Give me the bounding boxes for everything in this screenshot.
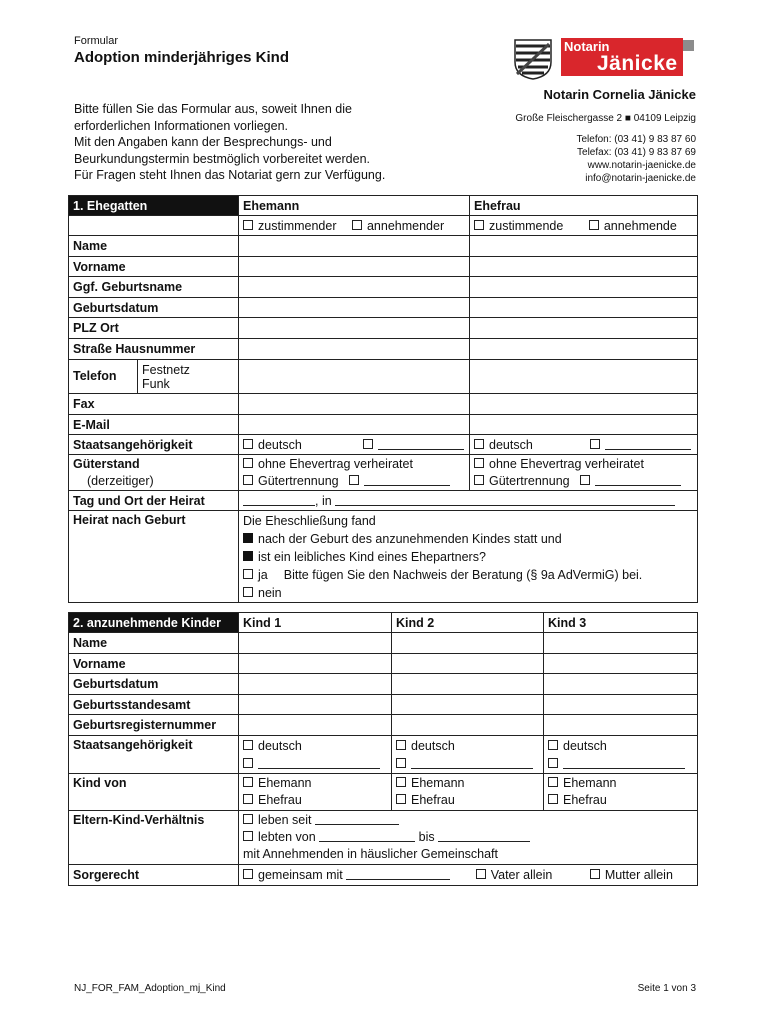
husband-email-field[interactable] [239,415,470,435]
husband-nationality-cell [239,435,470,455]
checkbox[interactable] [243,777,253,787]
wedding-in-text: , in [315,493,332,508]
logo-small-text: Notarin [564,39,610,54]
child3-firstname-field[interactable] [544,654,698,674]
husband-fax-field[interactable] [239,394,470,415]
checkbox[interactable] [548,740,558,750]
col-child-3: Kind 3 [544,613,698,633]
saxony-coat-of-arms-icon [513,38,553,80]
checkbox[interactable] [243,475,253,485]
notary-logo [561,38,683,76]
child2-firstname-field[interactable] [392,654,544,674]
nationality-option: deutsch [258,437,302,452]
relationship-cell [239,811,698,865]
child1-name-field[interactable] [239,633,392,654]
checkbox[interactable] [243,439,253,449]
child-nationality-label: Staatsangehörigkeit [69,736,239,774]
wife-email-field[interactable] [470,415,698,435]
checkbox[interactable] [590,869,600,879]
col-wife: Ehefrau [470,196,698,216]
checkbox[interactable] [349,475,359,485]
checkbox[interactable] [396,758,406,768]
child3-name-field[interactable] [544,633,698,654]
intro-line: Für Fragen steht Ihnen das Notariat gern zur Verfügung. [74,168,386,183]
notary-phone: Telefon: (03 41) 9 83 87 60 [576,134,696,145]
phone-types [137,360,190,393]
checkbox[interactable] [548,794,558,804]
wedding-date-field[interactable] [243,495,315,506]
notary-website[interactable]: www.notarin-jaenicke.de [587,160,696,171]
rel-from-label: lebten von [258,830,316,844]
husband-zip-city-field[interactable] [239,318,470,339]
checkbox[interactable] [243,740,253,750]
intro-line: Mit den Angaben kann der Besprechungs- und [74,135,332,150]
other-nationality-field[interactable] [411,758,533,769]
checkbox[interactable] [243,814,253,824]
child1-registry-number-field[interactable] [239,715,392,736]
col-child-1: Kind 1 [239,613,392,633]
property-sublabel: (derzeitiger) [87,474,154,488]
property-option: ohne Ehevertrag verheiratet [489,457,644,471]
checkbox[interactable] [396,777,406,787]
child2-name-field[interactable] [392,633,544,654]
checkbox[interactable] [476,869,486,879]
wife-fax-field[interactable] [470,394,698,415]
wedding-place-field[interactable] [335,495,675,506]
row-label: Geburtsdatum [69,674,239,695]
husband-firstname-field[interactable] [239,257,470,277]
row-label: Geburtsdatum [69,298,239,318]
custody-label: Sorgerecht [69,865,239,886]
child1-registry-office-field[interactable] [239,695,392,715]
checkbox[interactable] [474,458,484,468]
rel-since-label: leben seit [258,813,312,827]
checkbox[interactable] [243,758,253,768]
child-of-option: Ehefrau [563,793,607,807]
checkbox[interactable] [474,439,484,449]
notary-email[interactable]: info@notarin-jaenicke.de [585,173,696,184]
child3-nationality-cell [544,736,698,774]
checkbox[interactable] [474,220,484,230]
notary-name: Notarin Cornelia Jänicke [543,87,696,102]
child3-birthdate-field[interactable] [544,674,698,695]
custody-mother-label: Mutter allein [604,868,673,882]
checkbox[interactable] [548,777,558,787]
intro-line: Bitte füllen Sie das Formular aus, soweit Ihnen die [74,102,352,116]
adopt-label: annehmende [603,218,677,233]
intro-line: erforderlichen Informationen vorliegen. [74,118,289,133]
child1-of-cell [239,774,392,811]
section1-header: 1. Ehegatten [69,196,239,216]
notary-address: Große Fleischergasse 2 ■ 04109 Leipzig [515,113,696,124]
checkbox[interactable] [243,220,253,230]
checkbox[interactable] [243,458,253,468]
custody-joint-label: gemeinsam mit [258,868,343,882]
checkbox[interactable] [474,475,484,485]
yes-note: Bitte fügen Sie den Nachweis der Beratung (§ 9a AdVermiG) bei. [283,568,643,582]
phone-label: Telefon [73,369,117,383]
custody-cell [239,865,698,886]
husband-street-field[interactable] [239,339,470,360]
phone-mobile-label: Funk [142,377,170,391]
col-husband: Ehemann [239,196,470,216]
other-nationality-field[interactable] [378,439,464,450]
doc-id: NJ_FOR_FAM_Adoption_mj_Kind [74,983,226,994]
bullet-square-icon [243,533,253,543]
checkbox[interactable] [589,220,599,230]
other-property-field[interactable] [364,475,450,486]
checkbox[interactable] [580,475,590,485]
wife-role-cell [470,216,698,236]
child3-registry-office-field[interactable] [544,695,698,715]
husband-name-field[interactable] [239,236,470,257]
row-label: Name [69,633,239,654]
consent-label: zustimmende [489,218,564,233]
email-label: E-Mail [69,415,239,435]
child1-nationality-cell [239,736,392,774]
nationality-option: deutsch [489,437,533,452]
yes-label: ja [258,568,268,582]
child3-of-cell [544,774,698,811]
property-option: ohne Ehevertrag verheiratet [258,457,413,471]
property-label-cell [69,455,239,491]
custody-father-label: Vater allein [490,868,553,882]
adopt-label: annehmender [366,218,445,233]
page-title: Adoption minderjähriges Kind [74,49,290,66]
empty-cell [69,216,239,236]
section2-header: 2. anzunehmende Kinder [69,613,239,633]
child2-nationality-cell [392,736,544,774]
nationality-label: Staatsangehörigkeit [69,435,239,455]
custody-joint-field[interactable] [346,869,450,880]
row-label: Geburtsstandesamt [69,695,239,715]
intro-text [74,101,385,184]
checkbox[interactable] [243,831,253,841]
row-label: Name [69,236,239,257]
checkbox-no[interactable] [243,587,253,597]
child2-registry-office-field[interactable] [392,695,544,715]
child-of-label: Kind von [69,774,239,811]
after-birth-item: ist ein leibliches Kind eines Ehepartners? [258,550,486,564]
child2-registry-number-field[interactable] [392,715,544,736]
property-option: Gütertrennung [258,474,339,488]
wife-phone-field[interactable] [470,360,698,394]
fax-label: Fax [69,394,239,415]
nationality-option: deutsch [563,739,607,753]
wedding-label: Tag und Ort der Heirat [69,491,239,511]
page-number: Seite 1 von 3 [637,983,696,994]
checkbox[interactable] [243,869,253,879]
checkbox[interactable] [352,220,362,230]
phone-landline-label: Festnetz [142,363,190,377]
form-label: Formular [74,35,119,47]
checkbox[interactable] [243,794,253,804]
wife-birthname-field[interactable] [470,277,698,298]
other-nationality-field[interactable] [605,439,691,450]
after-birth-intro: Die Eheschließung fand [243,514,376,528]
rel-note: mit Annehmenden in häuslicher Gemeinschaft [243,847,499,861]
wife-zip-city-field[interactable] [470,318,698,339]
consent-label: zustimmender [258,218,337,233]
rel-from-field[interactable] [319,831,415,842]
other-nationality-field[interactable] [563,758,685,769]
husband-birthname-field[interactable] [239,277,470,298]
spouses-table [68,195,698,603]
row-label: Ggf. Geburtsname [69,277,239,298]
intro-line: Beurkundungstermin bestmöglich vorbereitet werden. [74,151,370,166]
child1-birthdate-field[interactable] [239,674,392,695]
row-label: Vorname [69,654,239,674]
wife-birthdate-field[interactable] [470,298,698,318]
child-of-option: Ehefrau [258,793,302,807]
rel-to-field[interactable] [438,831,530,842]
husband-property-cell [239,455,470,491]
logo-big-text: Jänicke [597,52,678,75]
child1-firstname-field[interactable] [239,654,392,674]
col-child-2: Kind 2 [392,613,544,633]
checkbox[interactable] [363,439,373,449]
child-of-option: Ehemann [411,776,465,790]
rel-to-label: bis [418,830,435,844]
wife-nationality-cell [470,435,698,455]
nationality-option: deutsch [258,739,302,753]
checkbox[interactable] [590,439,600,449]
property-option: Gütertrennung [489,474,570,488]
checkbox-yes[interactable] [243,569,253,579]
child-of-option: Ehemann [563,776,617,790]
wife-name-field[interactable] [470,236,698,257]
notary-fax: Telefax: (03 41) 9 83 87 69 [577,147,696,158]
wife-firstname-field[interactable] [470,257,698,277]
phone-label-cell [69,360,239,394]
after-birth-item: nach der Geburt des anzunehmenden Kindes statt und [258,532,562,546]
child-of-option: Ehemann [258,776,312,790]
checkbox[interactable] [396,740,406,750]
husband-birthdate-field[interactable] [239,298,470,318]
after-birth-label: Heirat nach Geburt [69,511,239,603]
child2-of-cell [392,774,544,811]
children-table [68,612,698,886]
no-label: nein [258,586,282,600]
row-label: PLZ Ort [69,318,239,339]
relationship-label: Eltern-Kind-Verhältnis [69,811,239,865]
wedding-cell [239,491,698,511]
husband-role-cell [239,216,470,236]
bullet-square-icon [243,551,253,561]
property-label: Güterstand [73,457,140,471]
other-property-field[interactable] [595,475,681,486]
row-label: Vorname [69,257,239,277]
nationality-option: deutsch [411,739,455,753]
row-label: Geburtsregisternummer [69,715,239,736]
checkbox[interactable] [396,794,406,804]
checkbox[interactable] [548,758,558,768]
wife-street-field[interactable] [470,339,698,360]
other-nationality-field[interactable] [258,758,380,769]
husband-phone-field[interactable] [239,360,470,394]
logo-square [683,40,694,51]
wife-property-cell [470,455,698,491]
child-of-option: Ehefrau [411,793,455,807]
rel-since-field[interactable] [315,814,399,825]
after-birth-cell [239,511,698,603]
child2-birthdate-field[interactable] [392,674,544,695]
row-label: Straße Hausnummer [69,339,239,360]
child3-registry-number-field[interactable] [544,715,698,736]
